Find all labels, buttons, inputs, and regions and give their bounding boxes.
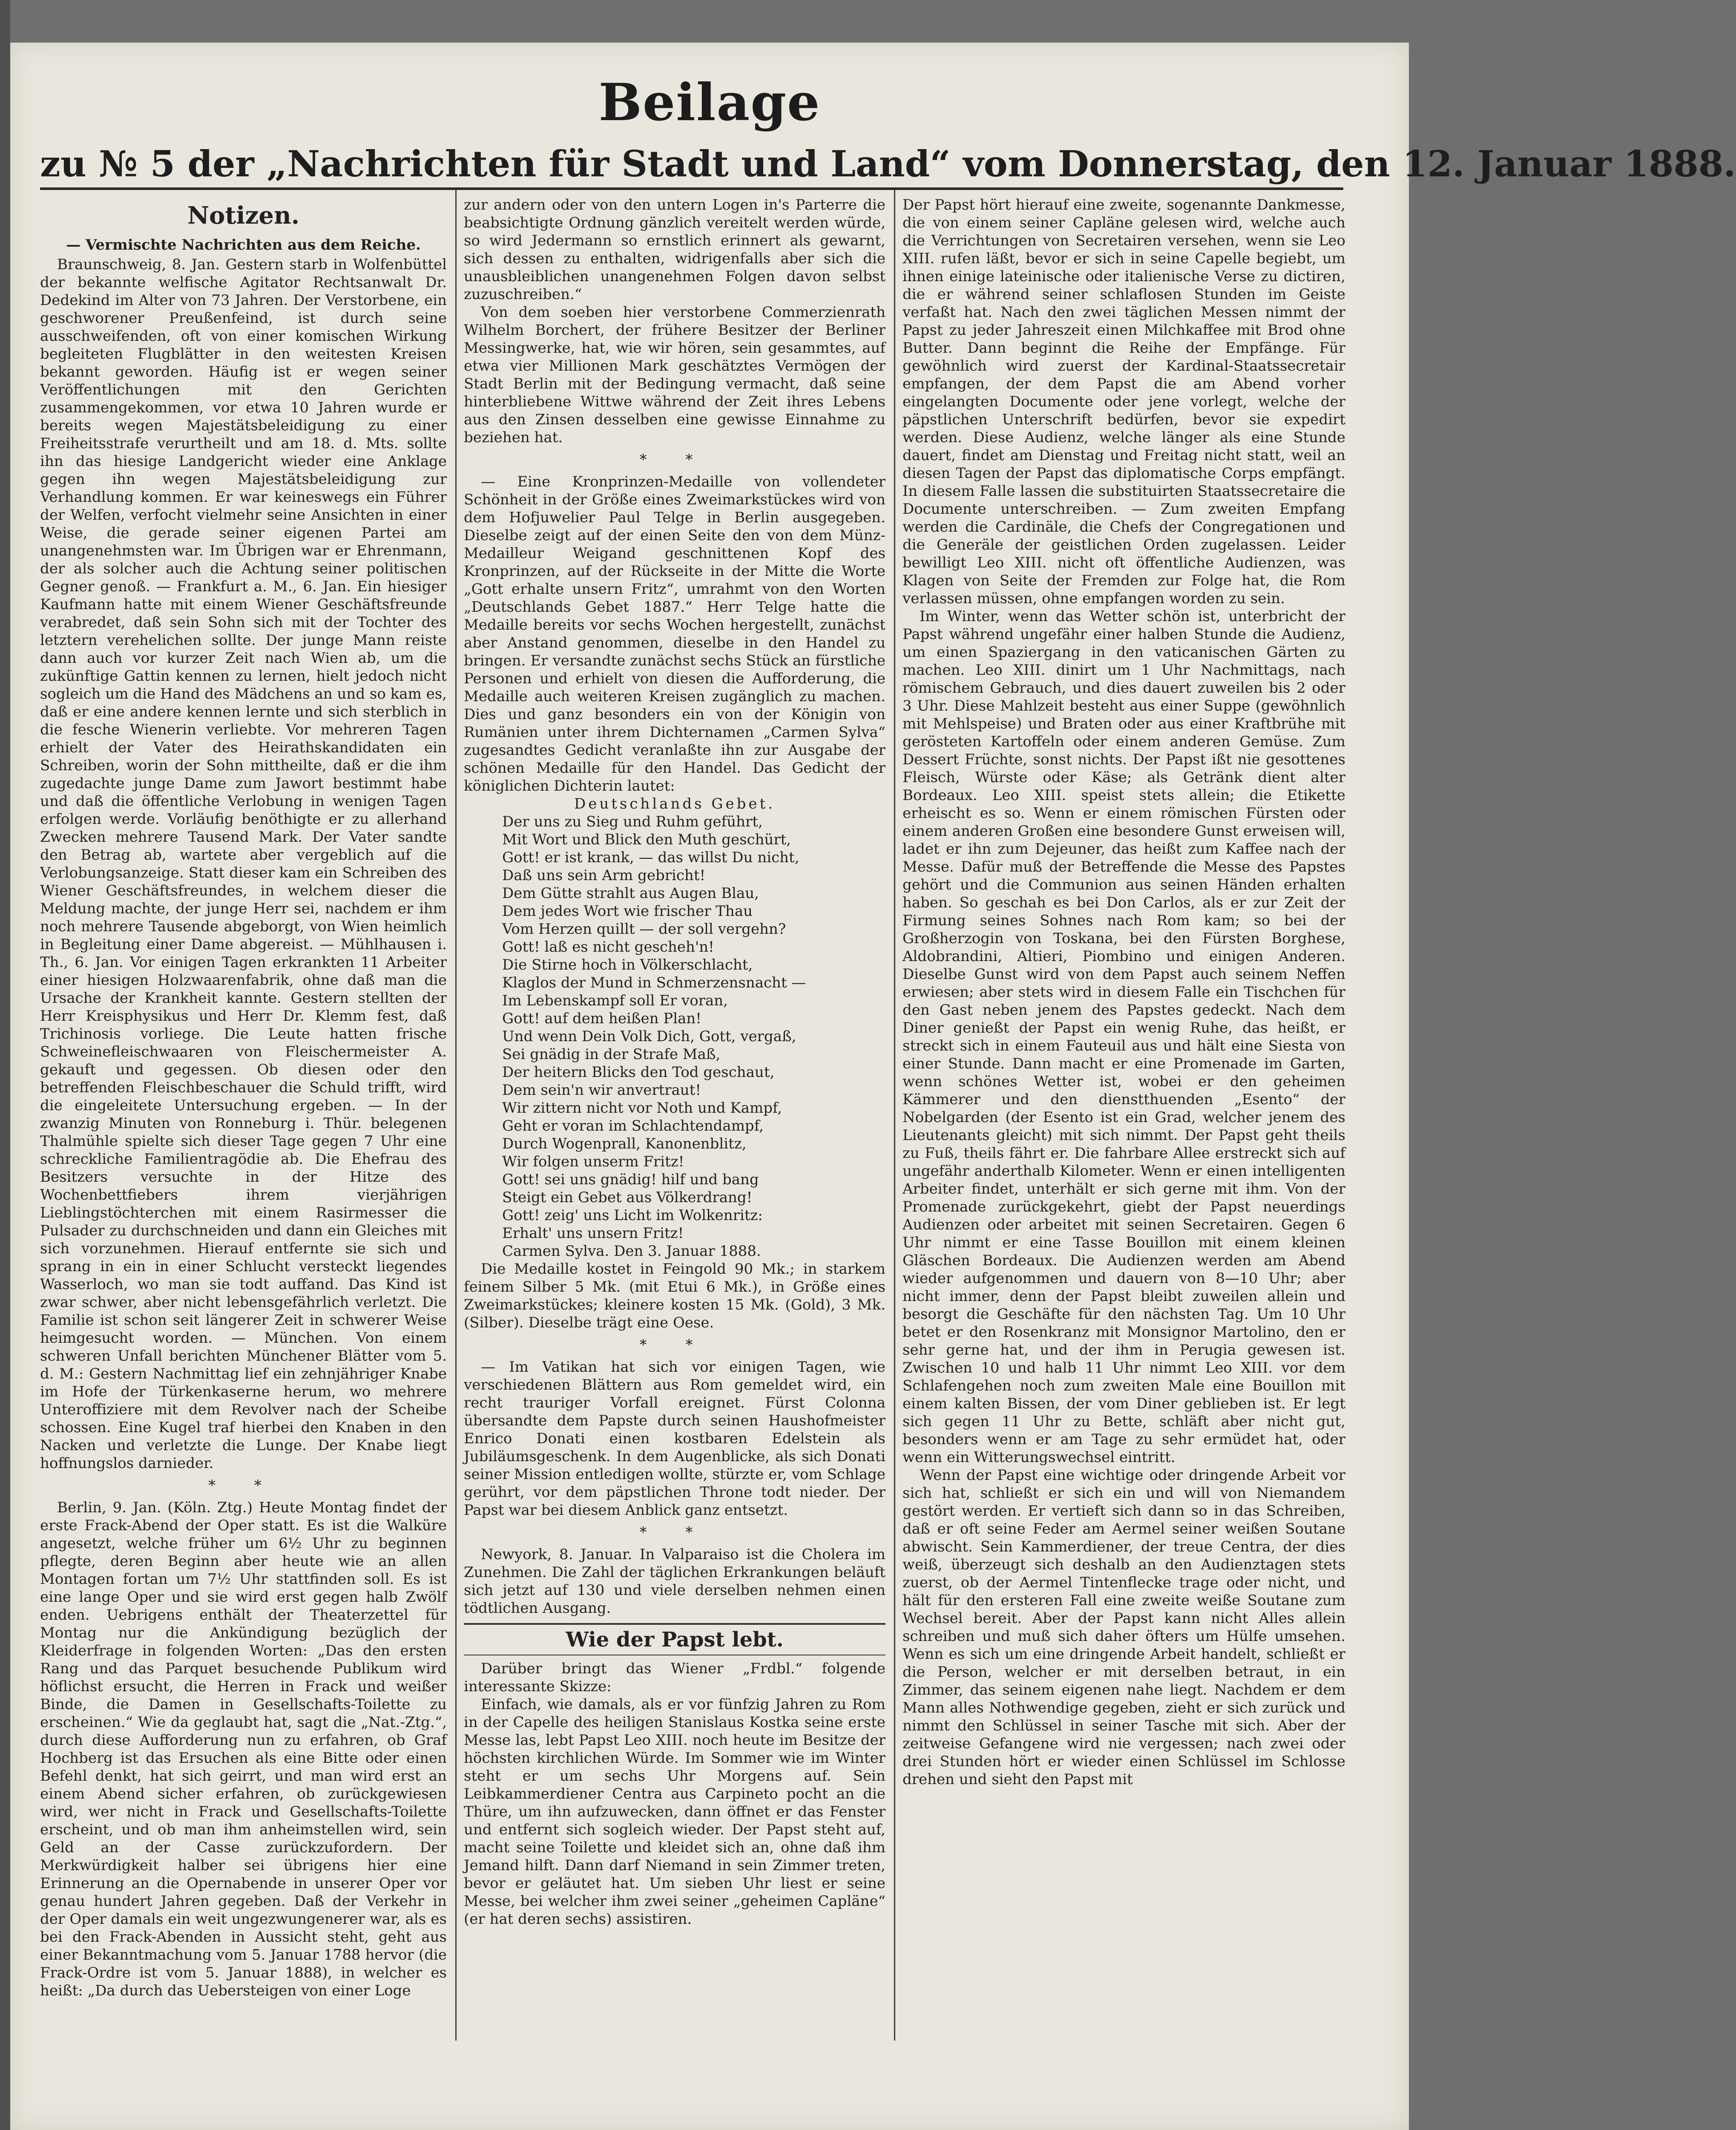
poem-line: Mit Wort und Blick den Muth geschürt, [502, 831, 791, 848]
poem-line: Dem sein'n wir anvertraut! [502, 1082, 701, 1099]
poem-line: Durch Wogenprall, Kanonenblitz, [502, 1135, 747, 1152]
column-2 [464, 196, 885, 2041]
article-text-berlin: Berlin, 9. Jan. (Köln. Ztg.) Heute Montag findet der erste Frack-Abend der Oper statt. Es ist die Walküre angesetzt, welche früher um 6½ Uhr zu beginnen pflegte, deren Beginn aber heute wie an allen Montagen fortan um 7½ Uhr stattfinden soll. Es ist eine lange Oper und sie wird erst gegen halb Zwölf enden. Uebrigens enthält der Theaterzettel für Montag nur die Ankündigung bezüglich der Kleiderfrage in folgenden Worten: „Das den ersten Rang und das Parquet besuchende Publikum wird höflichst ersucht, die Herren in Frack und weißer Binde, die Damen in Gesellschafts-Toilette zu erscheinen.“ Wie da geglaubt hat, sagt die „Nat.-Ztg.“, durch diese Aufforderung nun zu erfahren, ob Graf Hochberg ist das Ersuchen als eine Bitte oder einen Befehl denkt, hat sich geirrt, und man wird erst an einem Abend sicher erfahren, ob zurückgewiesen wird, wer nicht in Frack und Gesellschafts-Toilette erscheint, und ob man ihm anheimstellen wird, sein Geld an der Casse zurückzufordern. Der Merkwürdigkeit halber sei übrigens hier eine Erinnerung an die Opernabende in unserer Oper vor genau hundert Jahren gegeben. Daß der Verkehr in der Oper damals ein weit ungezwungenerer war, als es bei den Frack-Abenden in Aussicht steht, geht aus einer Bekanntmachung vom 5. Januar 1788 hervor (die Frack-Ordre ist vom 5. Januar 1888), in welcher es heißt: „Da durch das Uebersteigen von einer Loge [40, 1499, 447, 1999]
poem-line: Gott! auf dem heißen Plan! [502, 1010, 701, 1027]
poem-line: Geht er voran im Schlachtendampf, [502, 1117, 764, 1134]
article-title-papst: Wie der Papst lebt. [464, 1623, 885, 1655]
poem-line: Der heitern Blicks den Tod geschaut, [502, 1064, 775, 1081]
poem-line: Erhalt' uns unsern Fritz! [502, 1225, 684, 1242]
article-text-preis: Die Medaille kostet in Feingold 90 Mk.; in starkem feinem Silber 5 Mk. (mit Etui 6 Mk.), in Größe eines Zweimarkstückes; kleinere kosten 15 Mk. (Gold), 3 Mk. (Silber). Dieselbe trägt eine Oese. [464, 1261, 885, 1331]
article-text-vatikan: — Im Vatikan hat sich vor einigen Tagen, wie verschiedenen Blättern aus Rom gemeldet wird, ein recht trauriger Vorfall ereignet. Fürst Colonna übersandte dem Papste durch seinen Haushofmeister Enrico Donati einen kostbaren Edelstein als Jubiläumsgeschenk. In dem Augenblicke, als sich Donati seiner Mission entledigen wollte, stürzte er, vom Schlage gerührt, vor dem päpstlichen Throne todt nieder. Der Papst war bei diesem Anblick ganz entsetzt. [464, 1359, 885, 1519]
article-text: Der Papst hört hierauf eine zweite, sogenannte Dankmesse, die von einem seiner Capläne gelesen wird, welche auch die Verrichtungen von Secretairen versehen, wenn sie Leo XIII. rufen läßt, bevor er sich in seine Capelle begiebt, um ihnen einige lateinische oder italienische Verse zu dictiren, die er während seiner schlaflosen Stunden im Geiste verfaßt hat. Nach den zwei täglichen Messen nimmt der Papst zu jeder Jahreszeit einen Milchkaffee mit Brod ohne Butter. Dann beginnt die Reihe der Empfänge. Für gewöhnlich wird zuerst der Kardinal-Staatssecretair empfangen, der dem Papst die am Abend vorher eingelangten Documente oder jene vorlegt, welche der päpstlichen Unterschrift bedürfen, bevor sie expedirt werden. Diese Audienz, welche länger als eine Stunde dauert, findet am Dienstag und Freitag nicht statt, weil an diesen Tagen der Papst das diplomatische Corps empfängt. In diesem Falle lassen die substituirten Staatssecretaire die Documente unterschreiben. — Zum zweiten Empfang werden die Cardinäle, die Chefs der Congregationen und die Generäle der geistlichen Orden zugelassen. Leider bewilligt Leo XIII. nicht oft öffentliche Audienzen, was Klagen von Seite der Fremden zur Folge hat, die Rom verlassen müssen, ohne empfangen worden zu sein. [902, 196, 1345, 607]
separator-stars: * * [639, 451, 710, 468]
poem-line: Dem Gütte strahlt aus Augen Blau, [502, 885, 759, 902]
section-title-notizen: Notizen. [187, 201, 300, 230]
article-text-medaille: — Eine Kronprinzen-Medaille von vollendeter Schönheit in der Größe eines Zweimarkstückes wird von dem Hofjuwelier Paul Telge in Berlin ausgegeben. Dieselbe zeigt auf der einen Seite den von dem Münz-Medailleur Weigand geschnittenen Kopf des Kronprinzen, auf der Rückseite in der Mitte die Worte „Gott erhalte unsern Fritz“, umrahmt von den Worten „Deutschlands Gebet 1887.“ Herr Telge hatte die Medaille bereits vor sechs Wochen hergestellt, zunächst aber Anstand genommen, dieselbe in den Handel zu bringen. Er versandte zunächst sechs Stück an fürstliche Personen und erhielt von diesen die Aufforderung, die Medaille auch weiteren Kreisen zugänglich zu machen. Dies und ganz besonders ein von der Königin von Rumänien unter ihrem Dichternamen „Carmen Sylva“ zugesandtes Gedicht veranlaßte ihn zur Ausgabe der schönen Medaille für den Handel. Das Gedicht der königlichen Dichterin lautet: [464, 473, 885, 794]
poem-line: Gott! zeig' uns Licht im Wolkenritz: [502, 1207, 763, 1224]
poem-line: Daß uns sein Arm gebricht! [502, 867, 706, 884]
poem-title: Deutschlands Gebet. [574, 795, 776, 812]
poem-line: Gott! laß es nicht gescheh'n! [502, 938, 714, 956]
poem-line: Klaglos der Mund in Schmerzensnacht — [502, 974, 806, 991]
column-3 [902, 196, 1345, 2041]
poem-line: Vom Herzen quillt — der soll vergehn? [502, 921, 786, 938]
column-1 [40, 196, 447, 2041]
page-title: Beilage [598, 72, 821, 132]
poem-line: Sei gnädig in der Strafe Maß, [502, 1046, 721, 1063]
poem-line: Die Stirne hoch in Völkerschlacht, [502, 956, 753, 973]
article-text-borchert: Von dem soeben hier verstorbene Commerzienrath Wilhelm Borchert, der frühere Besitzer der Berliner Messingwerke, hat, wie wir hören, sein gesammtes, auf etwa vier Millionen Mark geschätztes Vermögen der Stadt Berlin mit der Bedingung vermacht, daß seine hinterbliebene Wittwe während der Zeit ihres Lebens aus den Zinsen desselben eine gewisse Einnahme zu beziehen hat. [464, 304, 885, 446]
poem-line: Und wenn Dein Volk Dich, Gott, vergaß, [502, 1028, 796, 1045]
poem-line: Wir folgen unserm Fritz! [502, 1153, 684, 1170]
news-heading: — Vermischte Nachrichten aus dem Reiche. [66, 236, 421, 253]
article-text: Wenn der Papst eine wichtige oder dringende Arbeit vor sich hat, schließt er sich ein und will von Niemandem gestört werden. Er vertieft sich dann so in das Schreiben, daß er oft seine Feder am Aermel seiner weißen Soutane abwischt. Sein Kammerdiener, der treue Centra, der dies weiß, überzeugt sich deshalb an den Audienztagen stets zuerst, ob der Aermel Tintenflecke trage oder nicht, und hält für den ersteren Fall eine zweite weiße Soutane zum Wechsel bereit. Aber der Papst kann nicht Alles allein schreiben und muß sich daher öfters um Hülfe umsehen. Wenn es sich um eine dringende Arbeit handelt, schließt er die Person, welcher er mit derselben betraut, in ein Zimmer, das seinem eigenen nahe liegt. Nachdem er dem Mann alles Nothwendige gegeben, zieht er sich zurück und nimmt den Schlüssel in seiner Tasche mit sich. Aber der zeitweise Gefangene wird nie vergessen; nach zwei oder drei Stunden hört er wieder einen Schlüssel im Schlosse drehen und sieht den Papst mit [902, 1467, 1345, 1788]
page-subtitle: zu № 5 der „Nachrichten für Stadt und Land“ vom Donnerstag, den 12. Januar 1888. [40, 143, 1736, 185]
poem-signature: Carmen Sylva. Den 3. Januar 1888. [502, 1243, 761, 1260]
poem-line: Gott! sei uns gnädig! hilf und bang [502, 1171, 759, 1188]
scan-edge [0, 0, 10, 2130]
column-divider-1 [455, 190, 457, 2041]
header-rule [40, 187, 1343, 190]
article-text: Darüber bringt das Wiener „Frdbl.“ folgende interessante Skizze: [464, 1660, 885, 1695]
poem-line: Im Lebenskampf soll Er voran, [502, 992, 728, 1009]
newspaper-page [10, 43, 1736, 2130]
article-text: zur andern oder von den untern Logen in's Parterre die beabsichtigte Ordnung gänzlich vereitelt werden würde, so wird Jedermann so ernstlich erinnert als gewarnt, sich dessen zu enthalten, widrigenfalls aber sich die unausbleiblichen unangenehmen Folgen davon selbst zuzuschreiben.“ [464, 196, 885, 303]
separator-stars: * * [208, 1477, 279, 1494]
article-text: Einfach, wie damals, als er vor fünfzig Jahren zu Rom in der Capelle des heiligen Stanislaus Kostka seine erste Messe las, lebt Papst Leo XIII. noch heute im Besitze der höchsten kirchlichen Würde. Im Sommer wie im Winter steht er um sechs Uhr Morgens auf. Sein Leibkammerdiener Centra aus Carpineto pocht an die Thüre, um ihn aufzuwecken, dann öffnet er das Fenster und entfernt sich sogleich wieder. Der Papst steht auf, macht seine Toilette und kleidet sich an, ohne daß ihm Jemand hilft. Dann darf Niemand in sein Zimmer treten, bevor er geläutet hat. Um sieben Uhr liest er seine Messe, bei welcher ihm zwei seiner „geheimen Capläne“ (er hat deren sechs) assistiren. [464, 1696, 885, 1928]
poem-line: Gott! er ist krank, — das willst Du nicht, [502, 849, 799, 866]
article-text-newyork: Newyork, 8. Januar. In Valparaiso ist die Cholera im Zunehmen. Die Zahl der täglichen Erkrankungen beläuft sich jetzt auf 130 und viele derselben nehmen einen tödtlichen Ausgang. [464, 1546, 885, 1617]
poem-line: Steigt ein Gebet aus Völkerdrang! [502, 1189, 753, 1206]
poem-line: Wir zittern nicht vor Noth und Kampf, [502, 1100, 782, 1117]
column-divider-2 [894, 190, 895, 2041]
separator-stars: * * [639, 1524, 710, 1541]
poem-line: Der uns zu Sieg und Ruhm geführt, [502, 813, 763, 830]
poem [464, 813, 885, 1260]
poem-line: Dem jedes Wort wie frischer Thau [502, 903, 753, 920]
separator-stars: * * [639, 1336, 710, 1353]
article-text: Braunschweig, 8. Jan. Gestern starb in Wolfenbüttel der bekannte welfische Agitator Rechtsanwalt Dr. Dedekind im Alter von 73 Jahren. Der Verstorbene, ein geschworener Preußenfeind, ist durch seine ausschweifenden, oft von einer komischen Wirkung begleiteten Flugblätter in den weitesten Kreisen bekannt geworden. Häufig ist er wegen seiner Veröffentlichungen mit den Gerichten zusammengekommen, vor etwa 10 Jahren wurde er bereits wegen Majestätsbeleidigung zu einer Freiheitsstrafe verurtheilt und am 18. d. Mts. sollte ihn das hiesige Landgericht wieder eine Anklage gegen ihn wegen Majestätsbeleidigung zur Verhandlung kommen. Er war keineswegs ein Führer der Welfen, verfocht vielmehr seine Ansichten in einer Weise, die gerade seiner eigenen Partei am unangenehmsten war. Im Übrigen war er Ehrenmann, der als solcher auch die Achtung seiner politischen Gegner genoß. — Frankfurt a. M., 6. Jan. Ein hiesiger Kaufmann hatte mit einem Wiener Geschäftsfreunde verabredet, daß sein Sohn sich mit der Tochter des letztern verehelichen sollte. Der junge Mann reiste dann auch vor kurzer Zeit nach Wien ab, um die zukünftige Gattin kennen zu lernen, hielt jedoch nicht sogleich um die Hand des Mädchens an und so kam es, daß er eine andere kennen lernte und sich sterblich in die fesche Wienerin verliebte. Vor mehreren Tagen erhielt der Vater des Heirathskandidaten ein Schreiben, worin der Sohn mittheilte, daß er die ihm zugedachte junge Dame zum Jawort bestimmt habe und daß die öffentliche Verlobung in wenigen Tagen erfolgen werde. Vorläufig benöthigte er zu allerhand Zwecken mehrere Tausend Mark. Der Vater sandte den Betrag ab, wartete aber vergeblich auf die Verlobungsanzeige. Statt dieser kam ein Schreiben des Wiener Geschäftsfreundes, in welchem dieser die Meldung machte, der junge Herr sei, nachdem er ihm noch mehrere Tausende abgeborgt, von Wien heimlich in Begleitung einer Dame abgereist. — Mühlhausen i. Th., 6. Jan. Vor einigen Tagen erkrankten 11 Arbeiter einer hiesigen Holzwaarenfabrik, ohne daß man die Ursache der Krankheit kannte. Gestern stellten der Herr Kreisphysikus und Herr Dr. Klemm fest, daß Trichinosis vorliege. Die Leute hatten frische Schweinefleischwaaren von Fleischermeister A. gekauft und gegessen. Ob diesen oder den betreffenden Fleischbeschauer die Schuld trifft, wird die eingeleitete Untersuchung ergeben. — In der zwanzig Minuten von Ronneburg i. Thür. belegenen Thalmühle spielte sich dieser Tage gegen 7 Uhr eine schreckliche Familientragödie ab. Die Ehefrau des Besitzers versuchte in der Hitze des Wochenbettfiebers ihrem vierjährigen Lieblingstöchterchen mit einem Rasirmesser die Pulsader zu durchschneiden und dann ein Gleiches mit sich vorzunehmen. Hierauf entfernte sie sich und sprang in ein in einer Schlucht versteckt liegendes Wasserloch, wo man sie todt auffand. Das Kind ist zwar schwer, aber nicht lebensgefährlich verletzt. Die Familie ist schon seit längerer Zeit in schwerer Weise heimgesucht worden. — München. Von einem schweren Unfall berichten Münchener Blätter vom 5. d. M.: Gestern Nachmittag lief ein zehnjähriger Knabe im Hofe der Türkenkaserne herum, wo mehrere Unteroffiziere mit dem Revolver nach der Scheibe schossen. Eine Kugel traf hierbei den Knaben in den Nacken und verletzte die Lunge. Der Knabe liegt hoffnungslos darnieder. [40, 256, 447, 1472]
article-text: Im Winter, wenn das Wetter schön ist, unterbricht der Papst während ungefähr einer halben Stunde die Audienz, um einen Spaziergang in den vaticanischen Gärten zu machen. Leo XIII. dinirt um 1 Uhr Nachmittags, nach römischem Gebrauch, und dies dauert zuweilen bis 2 oder 3 Uhr. Diese Mahlzeit besteht aus einer Suppe (gewöhnlich mit Mehlspeise) und Braten oder aus einer Kraftbrühe mit gerösteten Kartoffeln oder einem anderen Gemüse. Zum Dessert Früchte, sonst nichts. Der Papst ißt nie gesottenes Fleisch, Würste oder Käse; als Getränk dient alter Bordeaux. Leo XIII. speist stets allein; die Etikette erheischt es so. Wenn er einem römischen Fürsten oder einem anderen Großen eine besondere Gunst erweisen will, ladet er ihn zum Dejeuner, das heißt zum Kaffee nach der Messe. Dafür muß der Betreffende die Messe des Papstes gehört und die Communion aus seinen Händen erhalten haben. So geschah es bei Don Carlos, als er zur Zeit der Firmung seines Sohnes nach Rom kam; so bei der Großherzogin von Toskana, bei den Fürsten Borghese, Aldobrandini, Altieri, Piombino und einigen Anderen. Dieselbe Gunst wird von dem Papst auch seinem Neffen erwiesen; aber stets wird in diesem Falle ein Tischchen für den Gast neben jenem des Papstes gedeckt. Nach dem Diner genießt der Papst ein wenig Ruhe, das heißt, er streckt sich in einem Fauteuil aus und hält eine Siesta von einer Stunde. Dann macht er eine Promenade im Garten, wenn schönes Wetter ist, wobei er den geheimen Kämmerer und den dienstthuenden „Esento“ der Nobelgarden (der Esento ist ein Grad, welcher jenem des Lieutenants gleicht) mit sich nimmt. Der Papst geht theils zu Fuß, theils fährt er. Die fahrbare Allee erstreckt sich auf ungefähr anderthalb Kilometer. Wenn er einen intelligenten Arbeiter findet, unterhält er sich gerne mit ihm. Von der Promenade zurückgekehrt, giebt der Papst neuerdings Audienzen oder arbeitet mit seinen Secretairen. Gegen 6 Uhr nimmt er eine Tasse Bouillon mit einem kleinen Gläschen Bordeaux. Die Audienzen werden am Abend wieder aufgenommen und dauern von 8—10 Uhr; aber nicht immer, denn der Papst bleibt zuweilen allein und besorgt die Geschäfte für den nächsten Tag. Um 10 Uhr betet er den Rosenkranz mit Monsignor Martolino, den er sehr gerne hat, und der ihm in Perugia gewesen ist. Zwischen 10 und halb 11 Uhr nimmt Leo XIII. vor dem Schlafengehen noch zum zweiten Male eine Bouillon mit einem kalten Bissen, der vom Diner geblieben ist. Er legt sich gegen 11 Uhr zu Bette, schläft aber nicht gut, besonders wenn er am Tage zu sehr ermüdet hat, oder wenn ein Witterungswechsel eintritt. [902, 608, 1345, 1466]
